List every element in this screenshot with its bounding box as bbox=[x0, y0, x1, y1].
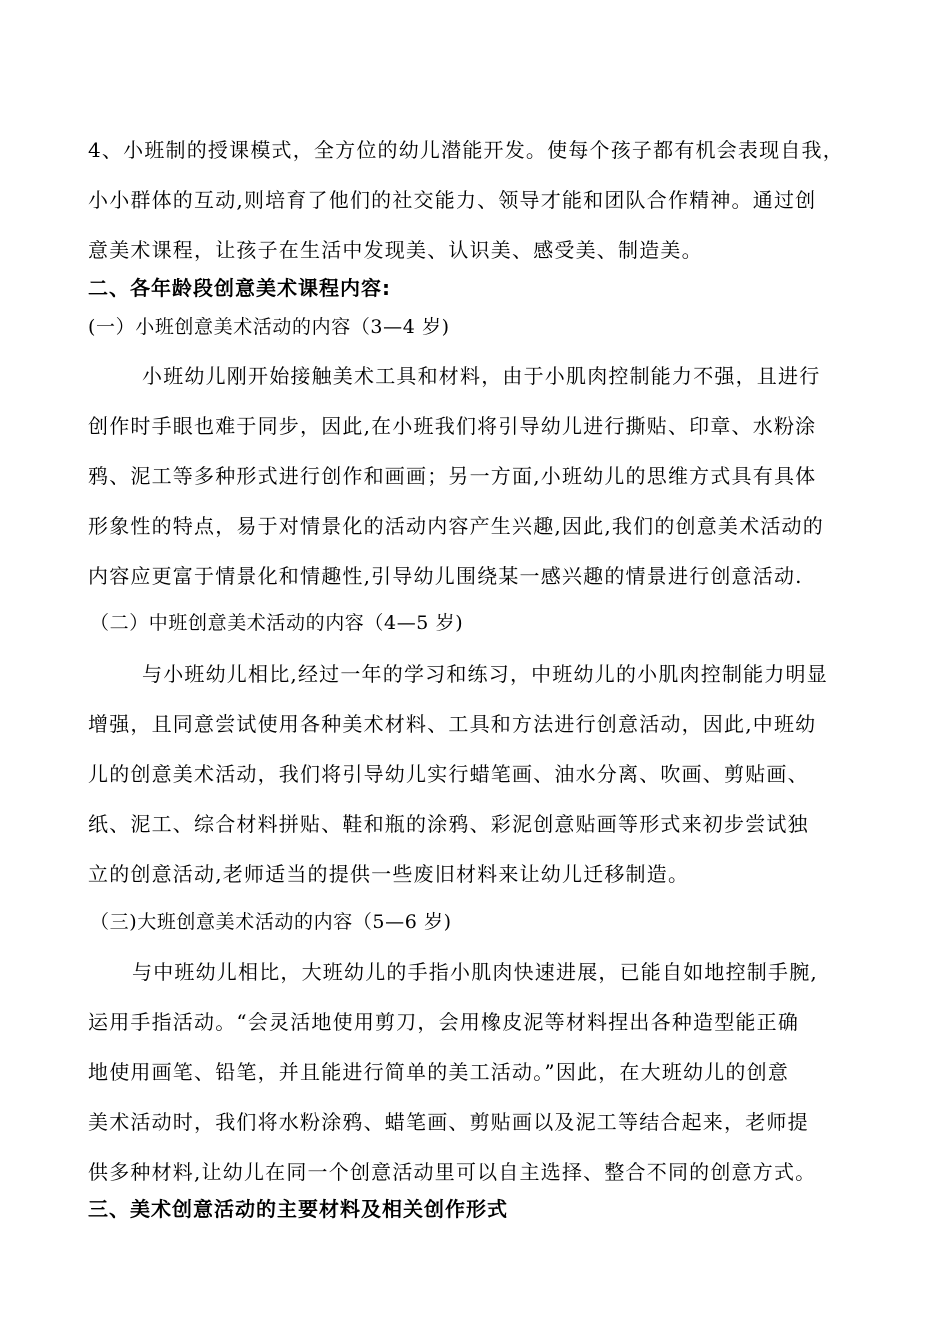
large-class-line-5: 供多种材料,让幼儿在同一个创意活动里可以自主选择、整合不同的创意方式。 bbox=[88, 1160, 817, 1184]
intro-line-3: 意美术课程，让孩子在生活中发现美、认识美、感受美、制造美。 bbox=[88, 238, 703, 262]
middle-class-line-3: 儿的创意美术活动，我们将引导幼儿实行蜡笔画、油水分离、吹画、剪贴画、 bbox=[88, 762, 809, 786]
small-class-line-5: 内容应更富于情景化和情趣性,引导幼儿围绕某一感兴趣的情景进行创意活动. bbox=[88, 564, 803, 588]
large-class-line-4: 美术活动时，我们将水粉涂鸦、蜡笔画、剪贴画以及泥工等结合起来，老师提 bbox=[88, 1110, 809, 1134]
intro-line-2: 小小群体的互动,则培育了他们的社交能力、领导才能和团队合作精神。通过创 bbox=[88, 188, 817, 212]
subsection-2-heading: （二）中班创意美术活动的内容（4—5 岁) bbox=[90, 612, 464, 634]
section-3-heading: 三、美术创意活动的主要材料及相关创作形式 bbox=[88, 1197, 508, 1221]
small-class-line-2: 创作时手眼也难于同步，因此,在小班我们将引导幼儿进行撕贴、印章、水粉涂 bbox=[88, 414, 817, 438]
small-class-line-1: 小班幼儿刚开始接触美术工具和材料，由于小肌肉控制能力不强，且进行 bbox=[142, 364, 821, 388]
middle-class-line-1: 与小班幼儿相比,经过一年的学习和练习，中班幼儿的小肌肉控制能力明显 bbox=[142, 662, 828, 686]
large-class-line-2: 运用手指活动。“会灵活地使用剪刀，会用橡皮泥等材料捏出各种造型能正确 bbox=[88, 1010, 800, 1034]
section-2-heading: 二、各年龄段创意美术课程内容: bbox=[88, 276, 391, 300]
middle-class-line-2: 增强，且同意尝试使用各种美术材料、工具和方法进行创意活动，因此,中班幼 bbox=[88, 712, 817, 736]
intro-line-1: 4、小班制的授课模式，全方位的幼儿潜能开发。使每个孩子都有机会表现自我， bbox=[88, 138, 844, 162]
small-class-line-3: 鸦、泥工等多种形式进行创作和画画；另一方面,小班幼儿的思维方式具有具体 bbox=[88, 464, 817, 488]
middle-class-line-5: 立的创意活动,老师适当的提供一些废旧材料来让幼儿迁移制造。 bbox=[88, 862, 690, 886]
small-class-line-4: 形象性的特点，易于对情景化的活动内容产生兴趣,因此,我们的创意美术活动的 bbox=[88, 514, 824, 538]
large-class-line-1: 与中班幼儿相比，大班幼儿的手指小肌肉快速进展，已能自如地控制手腕, bbox=[132, 960, 818, 984]
middle-class-line-4: 纸、泥工、综合材料拼贴、鞋和瓶的涂鸦、彩泥创意贴画等形式来初步尝试独 bbox=[88, 812, 809, 836]
subsection-3-heading: （三)大班创意美术活动的内容（5—6 岁) bbox=[90, 911, 452, 933]
large-class-line-3: 地使用画笔、铅笔，并且能进行简单的美工活动。”因此，在大班幼儿的创意 bbox=[88, 1060, 790, 1084]
subsection-1-heading: (一）小班创意美术活动的内容（3—4 岁) bbox=[88, 316, 450, 338]
